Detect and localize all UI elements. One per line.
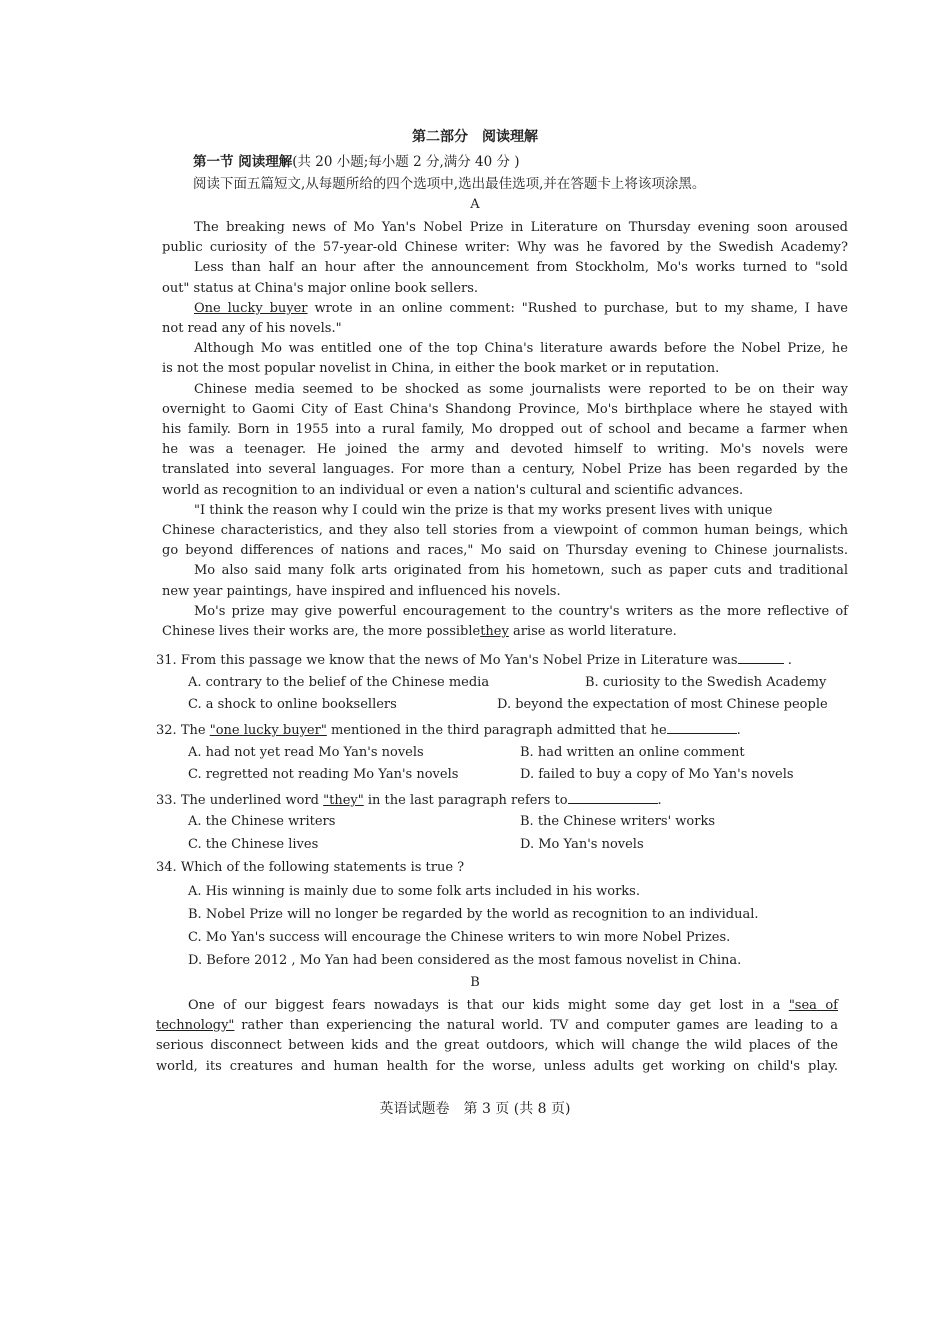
passage-a-line: public curiosity of the 57-year-old Chinese writer: Why was he favored by the Swedish Academy? — [162, 240, 848, 256]
passage-a-line: Chinese characteristics, and they also tell stories from a viewpoint of common human beings, which — [162, 523, 848, 539]
option-34-c: C. Mo Yan's success will encourage the Chinese writers to win more Nobel Prizes. — [188, 930, 731, 945]
passage-a-line: Mo's prize may give powerful encouragement to the country's writers as the more reflective of — [194, 603, 848, 619]
lucky-buyer-underline: One lucky buyer — [194, 300, 308, 316]
option-34-b: B. Nobel Prize will no longer be regarded by the world as recognition to an individual. — [188, 907, 759, 922]
question-quote: "one lucky buyer" — [209, 723, 327, 738]
option-32-c: C. regretted not reading Mo Yan's novels — [188, 767, 459, 782]
passage-a-line: out" status at China's major online book sellers. — [162, 280, 479, 296]
passage-a-line: overnight to Gaomi City of East China's Shandong Province, Mo's birthplace where he stayed with — [162, 401, 848, 417]
passage-a-line: "I think the reason why I could win the prize is that my works present lives with unique — [194, 502, 773, 518]
page-footer: 英语试题卷 第 3 页 (共 8 页) — [379, 1101, 571, 1117]
option-33-b: B. the Chinese writers' works — [520, 814, 716, 829]
passage-a-line: go beyond differences of nations and races," Mo said on Thursday evening to Chinese journalists. — [162, 543, 848, 559]
option-31-c: C. a shock to online booksellers — [188, 697, 397, 712]
question-stem: From this passage we know that the news of Mo Yan's Nobel Prize in Literature was — [180, 653, 738, 668]
passage-a-label: A — [470, 197, 480, 212]
passage-b-label: B — [470, 975, 480, 990]
passage-a-line: The breaking news of Mo Yan's Nobel Prize in Literature on Thursday evening soon aroused — [194, 220, 848, 235]
question-stem-end: . — [736, 723, 741, 738]
answer-blank — [738, 651, 784, 664]
question-quote: "they" — [323, 793, 364, 808]
option-32-b: B. had written an online comment — [520, 745, 745, 760]
passage-b-line: technology" rather than experiencing the natural world. TV and computer games are leading to a — [156, 1018, 838, 1034]
section-heading: 第一节 阅读理解 — [193, 154, 293, 170]
sea-of-technology-underline: technology" — [156, 1018, 235, 1034]
question-stem-post: mentioned in the third paragraph admitted that he — [330, 723, 667, 738]
passage-b — [156, 996, 838, 1077]
question-number: 33. — [156, 793, 177, 808]
answer-blank — [667, 721, 737, 734]
question-number: 34. — [156, 860, 177, 875]
passage-a-line: translated into several languages. For more than a century, Nobel Prize has been regarded by the — [162, 462, 848, 478]
option-31-a: A. contrary to the belief of the Chinese media — [188, 675, 490, 690]
option-32-a: A. had not yet read Mo Yan's novels — [188, 745, 424, 760]
option-31-b: B. curiosity to the Swedish Academy — [585, 675, 827, 690]
option-33-a: A. the Chinese writers — [188, 814, 336, 829]
passage-b-line: world, its creatures and human health for the worse, unless adults get working on child's play. — [156, 1058, 838, 1074]
sea-of-technology-underline: "sea of — [788, 998, 838, 1013]
instruction: 阅读下面五篇短文,从每题所给的四个选项中,选出最佳选项,并在答题卡上将该项涂黑。 — [193, 176, 706, 192]
question-stem-post: in the last paragraph refers to — [367, 793, 568, 808]
question-31 — [156, 651, 792, 668]
question-number: 31. — [156, 653, 177, 668]
passage-a-line: not read any of his novels." — [162, 321, 342, 337]
option-34-d: D. Before 2012 , Mo Yan had been considered as the most famous novelist in China. — [188, 953, 742, 968]
passage-a-line: Less than half an hour after the announcement from Stockholm, Mo's works turned to "sold — [194, 260, 848, 276]
passage-a — [162, 218, 848, 642]
option-33-c: C. the Chinese lives — [188, 837, 319, 852]
passage-a-line: his family. Born in 1955 into a rural family, Mo dropped out of school and became a farmer when — [162, 422, 848, 438]
question-34 — [156, 860, 464, 875]
passage-a-line: One lucky buyer wrote in an online comment: "Rushed to purchase, but to my shame, I have — [194, 300, 848, 316]
option-34-a: A. His winning is mainly due to some folk arts included in his works. — [188, 884, 640, 899]
question-stem-end: . — [787, 653, 792, 668]
option-33-d: D. Mo Yan's novels — [520, 837, 644, 852]
they-underline: they — [480, 624, 509, 640]
part-title: 第二部分 阅读理解 — [412, 129, 538, 145]
passage-a-line: new year paintings, have inspired and influenced his novels. — [162, 583, 561, 599]
question-33 — [156, 791, 662, 808]
passage-a-line: Mo also said many folk arts originated from his hometown, such as paper cuts and traditional — [194, 563, 848, 579]
option-32-d: D. failed to buy a copy of Mo Yan's novels — [520, 767, 794, 782]
passage-a-line: Chinese lives their works are, the more possiblethey arise as world literature. — [162, 624, 677, 640]
question-stem: Which of the following statements is true ? — [180, 860, 465, 875]
option-31-d: D. beyond the expectation of most Chinese people — [497, 697, 828, 712]
passage-a-line: Chinese media seemed to be shocked as some journalists were reported to be on their way — [194, 381, 848, 397]
section-heading-line — [193, 150, 520, 170]
question-stem-end: . — [657, 793, 662, 808]
question-number: 32. — [156, 723, 177, 738]
passage-b-line: serious disconnect between kids and the great outdoors, which will change the wild places of the — [156, 1038, 838, 1054]
passage-a-line: is not the most popular novelist in China, in either the book market or in reputation. — [162, 361, 720, 377]
question-stem-pre: The underlined word — [180, 793, 319, 808]
question-stem-pre: The — [180, 723, 206, 738]
passage-a-line: Although Mo was entitled one of the top China's literature awards before the Nobel Prize, he — [194, 341, 848, 357]
section-note: (共 20 小题;每小题 2 分,满分 40 分 ) — [292, 154, 520, 170]
passage-a-line: he was a teenager. He joined the army and devoted himself to writing. Mo's novels were — [162, 442, 848, 458]
passage-b-line: One of our biggest fears nowadays is that our kids might some day get lost in a "sea of — [188, 998, 838, 1013]
question-32 — [156, 721, 741, 738]
passage-a-line: world as recognition to an individual or even a nation's cultural and scientific advances. — [162, 482, 744, 498]
answer-blank — [568, 791, 658, 804]
